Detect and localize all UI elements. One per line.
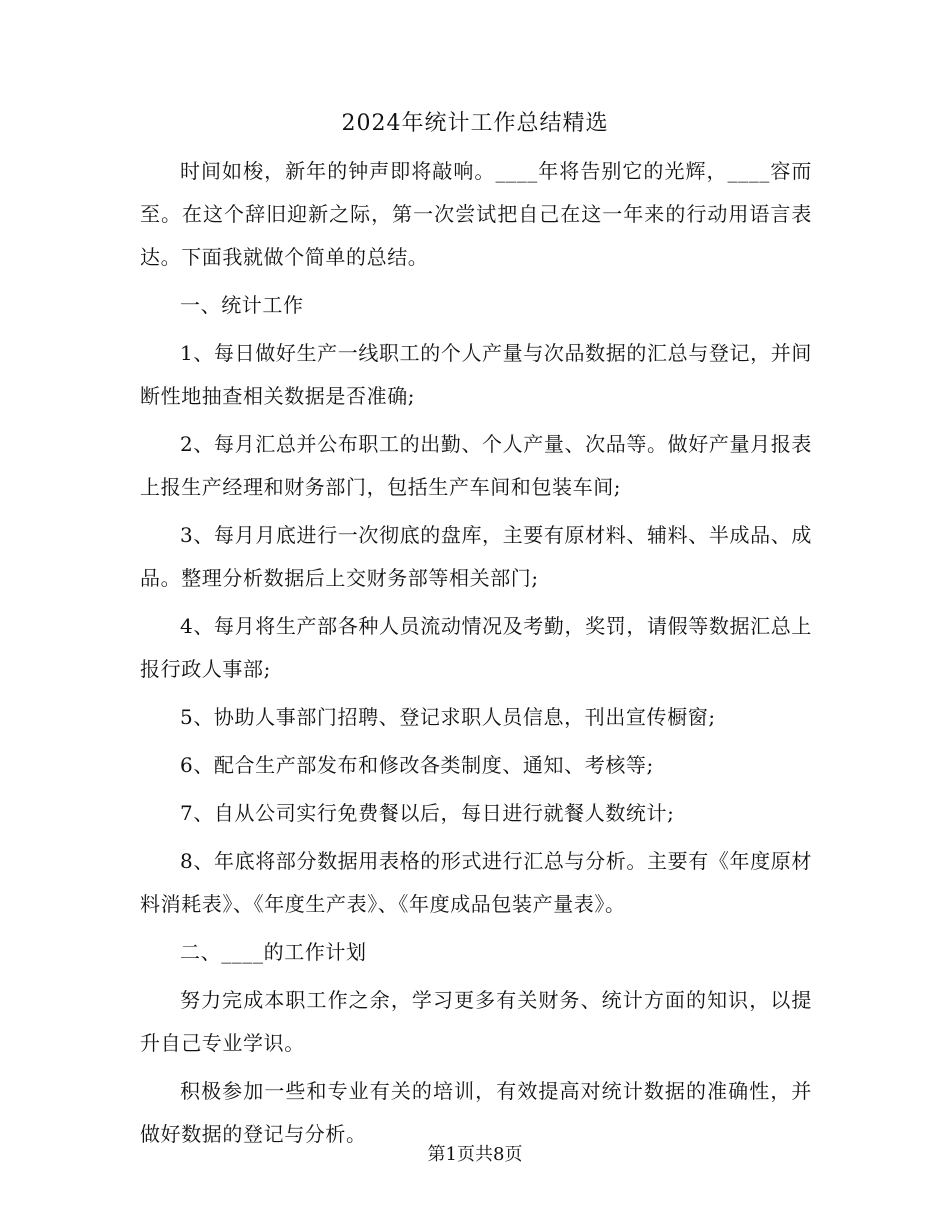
- document-title: 2024年统计工作总结精选: [341, 111, 609, 136]
- list-item: 2、每月汇总并公布职工的出勤、个人产量、次品等。做好产量月报表上报生产经理和财务部门，包括生产车间和包装车间;: [140, 432, 812, 499]
- paragraph: 努力完成本职工作之余，学习更多有关财务、统计方面的知识，以提升自己专业学识。: [140, 988, 812, 1055]
- list-item: 6、配合生产部发布和修改各类制度、通知、考核等;: [180, 753, 654, 777]
- list-item: 3、每月月底进行一次彻底的盘库，主要有原材料、辅料、半成品、成品。整理分析数据后上交财务部等相关部门;: [140, 523, 812, 590]
- paragraph-intro: 时间如梭，新年的钟声即将敲响。____年将告别它的光辉，____容而至。在这个辞旧迎新之际，第一次尝试把自己在这一年来的行动用语言表达。下面我就做个简单的总结。: [140, 159, 812, 269]
- paragraph: 积极参加一些和专业有关的培训，有效提高对统计数据的准确性，并做好数据的登记与分析。: [140, 1079, 812, 1146]
- section-heading-statistics-work: 一、统计工作: [180, 293, 304, 317]
- list-item: 7、自从公司实行免费餐以后，每日进行就餐人数统计;: [180, 801, 675, 825]
- list-item: 5、协助人事部门招聘、登记求职人员信息，刊出宣传橱窗;: [180, 705, 716, 729]
- list-item: 8、年底将部分数据用表格的形式进行汇总与分析。主要有《年度原材料消耗表》、《年度生产表》、《年度成品包装产量表》。: [140, 849, 812, 916]
- list-item: 4、每月将生产部各种人员流动情况及考勤，奖罚，请假等数据汇总上报行政人事部;: [140, 614, 812, 681]
- list-item: 1、每日做好生产一线职工的个人产量与次品数据的汇总与登记，并间断性地抽查相关数据是否准确;: [140, 341, 812, 408]
- section-heading-work-plan: 二、____的工作计划: [180, 940, 367, 964]
- document-body: [140, 150, 812, 1161]
- page-number-footer: 第1页共8页: [427, 1144, 523, 1165]
